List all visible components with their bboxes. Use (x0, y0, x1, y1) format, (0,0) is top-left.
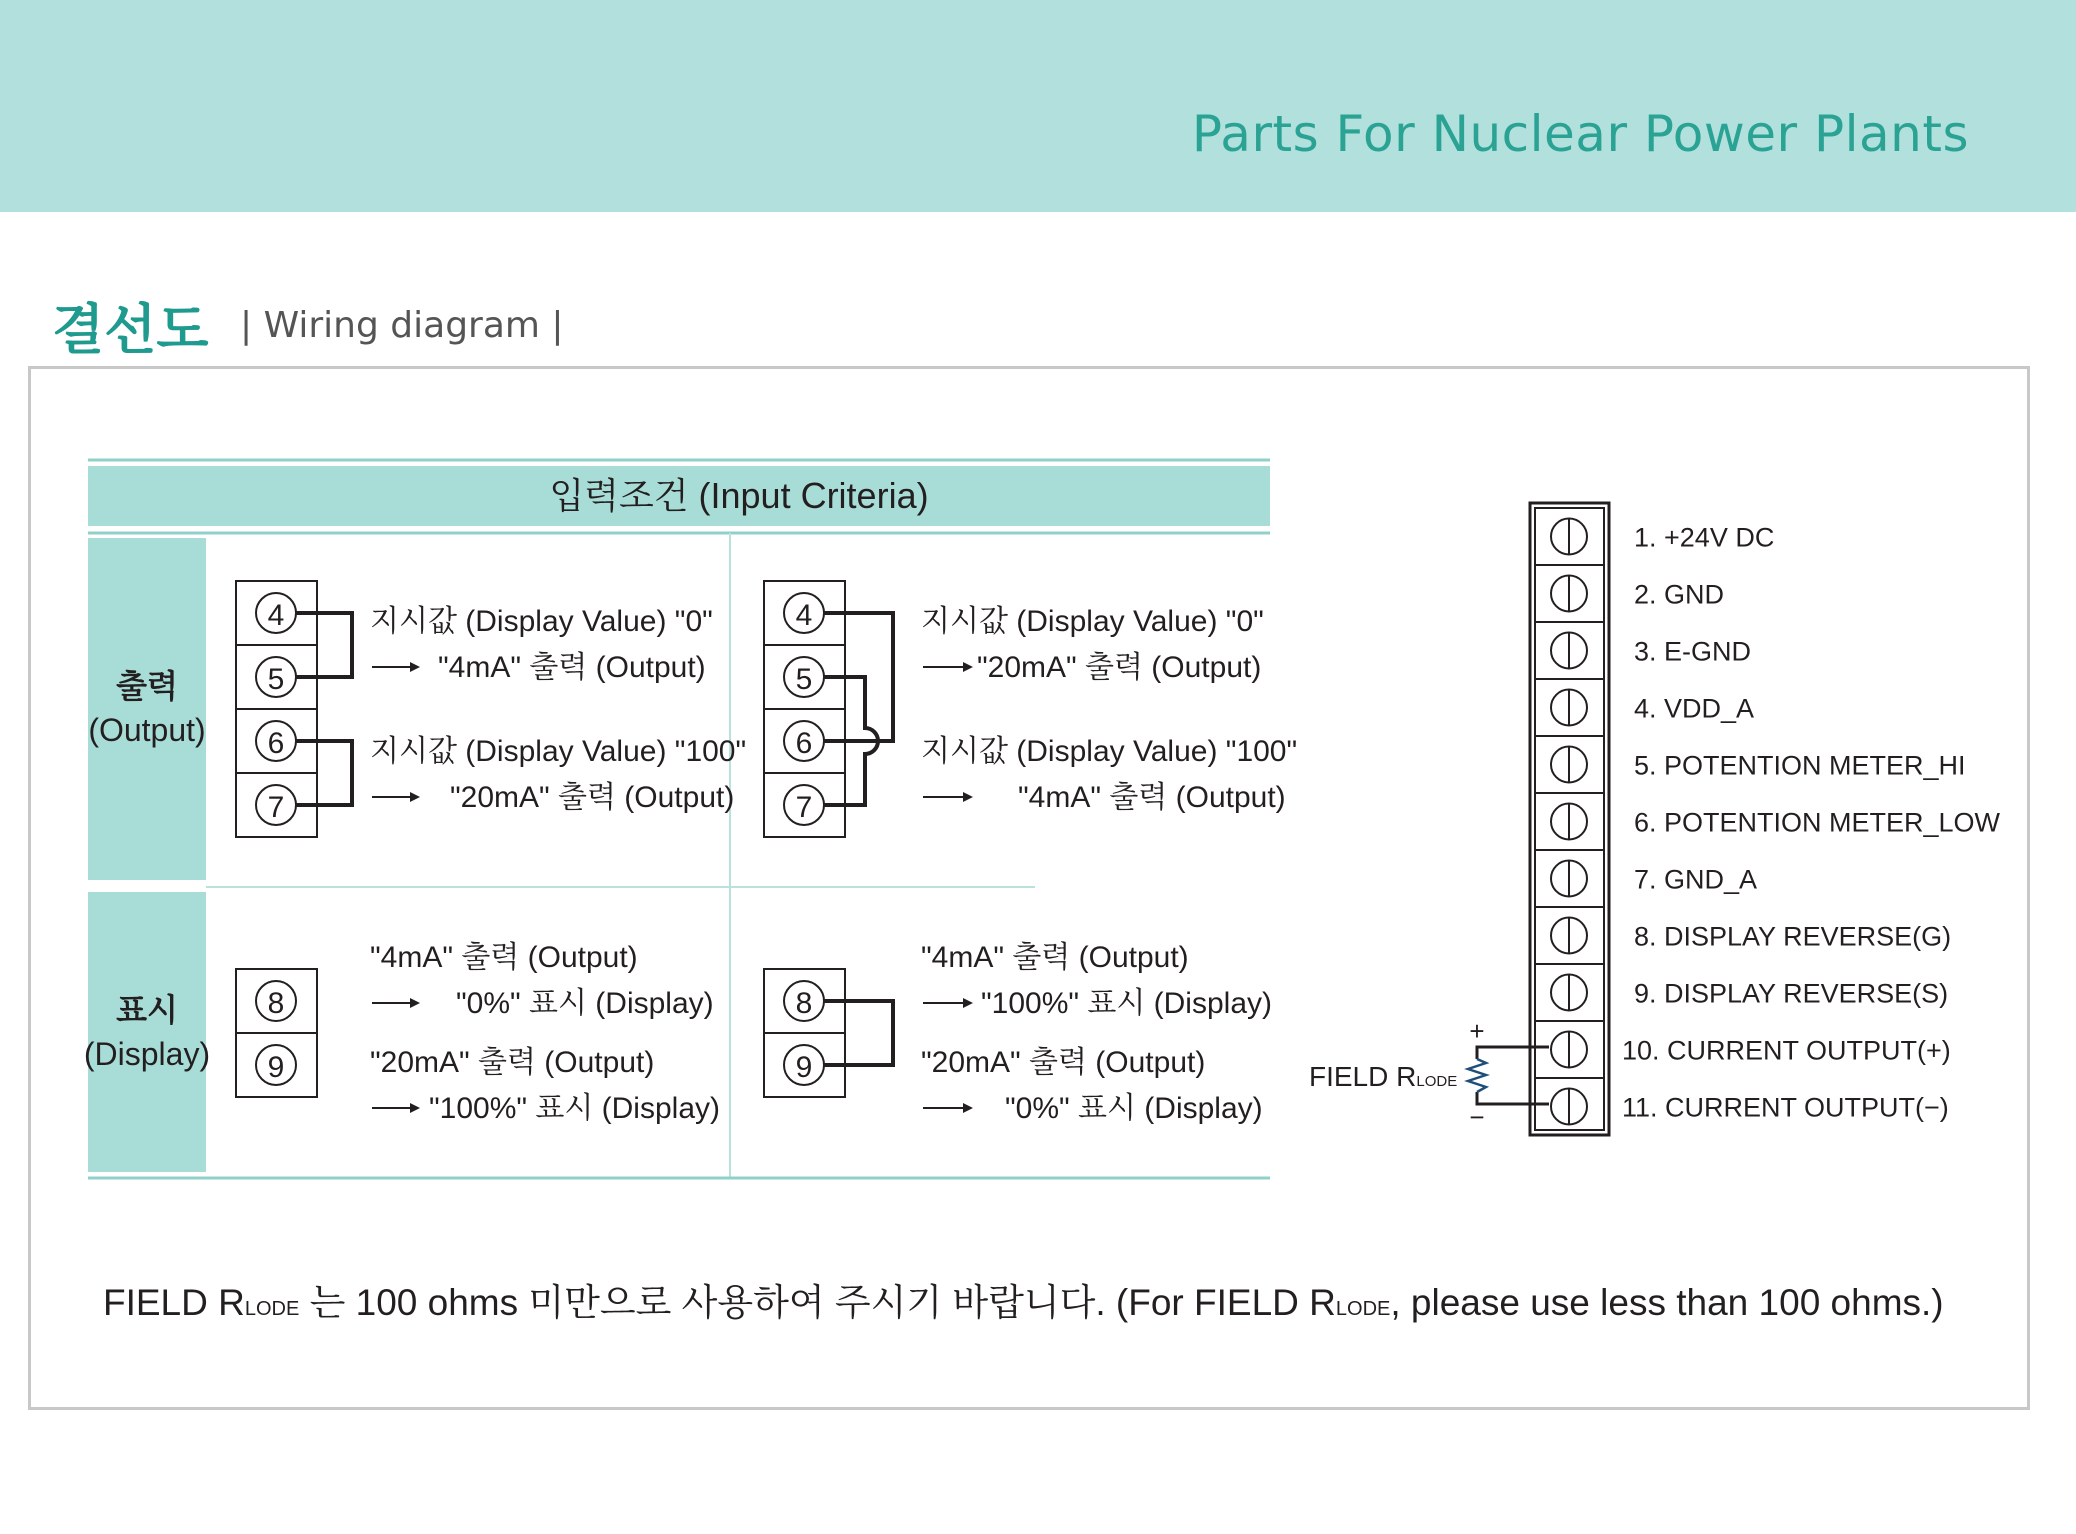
header-title: Parts For Nuclear Power Plants (1191, 105, 1969, 163)
terminal-label: 4. VDD_A (1634, 693, 1755, 724)
display-right-text (921, 941, 1272, 1125)
row-label-output-en: (Output) (88, 712, 206, 748)
section-title-english: | Wiring diagram | (240, 305, 564, 346)
result-text: "20mA" 출력 (Output) (977, 651, 1262, 684)
condition-text: "20mA" 출력 (Output) (370, 1046, 655, 1079)
terminal-number: 6 (795, 727, 813, 760)
row-label-display-en: (Display) (83, 1036, 211, 1072)
terminal-label: 1. +24V DC (1634, 522, 1775, 553)
result-text: "20mA" 출력 (Output) (450, 781, 735, 814)
condition-text: 지시값 (Display Value) "100" (370, 735, 747, 768)
row-label-output-ko: 출력 (116, 668, 178, 704)
footnote (103, 1272, 1944, 1326)
output-left-text (370, 605, 746, 814)
display-right-wiring (764, 969, 893, 1097)
footnote-text: FIELD R (103, 1282, 245, 1323)
terminal-number: 4 (795, 599, 813, 632)
terminal-number: 7 (795, 791, 813, 824)
table-header-text: 입력조건 (Input Criteria) (549, 475, 929, 516)
result-text: "4mA" 출력 (Output) (1018, 781, 1286, 814)
terminal-number: 7 (267, 791, 285, 824)
display-left-terminal-labels (268, 987, 285, 1084)
terminal-label: 9. DISPLAY REVERSE(S) (1634, 978, 1949, 1009)
terminal-number: 9 (267, 1051, 285, 1084)
footnote-text: , please use less than 100 ohms.) (1390, 1282, 1944, 1323)
condition-text: "4mA" 출력 (Output) (370, 941, 638, 974)
condition-text: 지시값 (Display Value) "0" (370, 605, 713, 638)
section-title-korean: 결선도 (52, 298, 209, 361)
terminal-label: 3. E-GND (1634, 636, 1752, 667)
result-text: "0%" 표시 (Display) (1005, 1092, 1263, 1125)
result-text: "4mA" 출력 (Output) (438, 651, 706, 684)
display-left-text (370, 941, 720, 1125)
footnote-subscript: LODE (1335, 1298, 1391, 1320)
result-text: "0%" 표시 (Display) (456, 987, 714, 1020)
row-label-display-ko: 표시 (116, 992, 178, 1028)
output-left-wiring (236, 581, 352, 837)
terminal-label: 7. GND_A (1634, 864, 1758, 895)
terminal-block-cells (1535, 519, 1604, 1125)
result-text: "100%" 표시 (Display) (429, 1092, 721, 1125)
terminal-number: 4 (267, 599, 285, 632)
condition-text: 지시값 (Display Value) "100" (921, 735, 1298, 768)
terminal-number: 5 (795, 663, 813, 696)
row-label-display-cell (88, 892, 206, 1172)
terminal-label: 5. POTENTION METER_HI (1634, 750, 1966, 781)
output-right-wiring (764, 581, 893, 837)
terminal-block-labels (1622, 523, 2001, 1123)
output-right-text (921, 605, 1297, 814)
terminal-label: 8. DISPLAY REVERSE(G) (1634, 921, 1952, 952)
terminal-label: 6. POTENTION METER_LOW (1634, 807, 2001, 838)
footnote-subscript: LODE (244, 1298, 300, 1320)
field-rlode-label: FIELD RLODE (1309, 1061, 1458, 1092)
result-text: "100%" 표시 (Display) (981, 987, 1273, 1020)
terminal-number: 6 (267, 727, 285, 760)
terminal-label: 11. CURRENT OUTPUT(−) (1622, 1092, 1949, 1123)
terminal-label: 2. GND (1634, 579, 1725, 610)
row-label-output-cell (88, 538, 206, 880)
field-resistor (1468, 1047, 1549, 1104)
plus-sign: + (1469, 1016, 1485, 1046)
minus-sign: − (1469, 1102, 1485, 1132)
terminal-number: 9 (795, 1051, 813, 1084)
condition-text: "20mA" 출력 (Output) (921, 1046, 1206, 1079)
terminal-number: 8 (267, 987, 285, 1020)
terminal-number: 8 (795, 987, 813, 1020)
condition-text: 지시값 (Display Value) "0" (921, 605, 1264, 638)
footnote-text: 는 100 ohms 미만으로 사용하여 주시기 바랍니다. (For FIELD R (299, 1282, 1336, 1323)
terminal-number: 5 (267, 663, 285, 696)
condition-text: "4mA" 출력 (Output) (921, 941, 1189, 974)
terminal-label: 10. CURRENT OUTPUT(+) (1622, 1035, 1951, 1066)
display-right-terminal-labels (796, 987, 813, 1084)
